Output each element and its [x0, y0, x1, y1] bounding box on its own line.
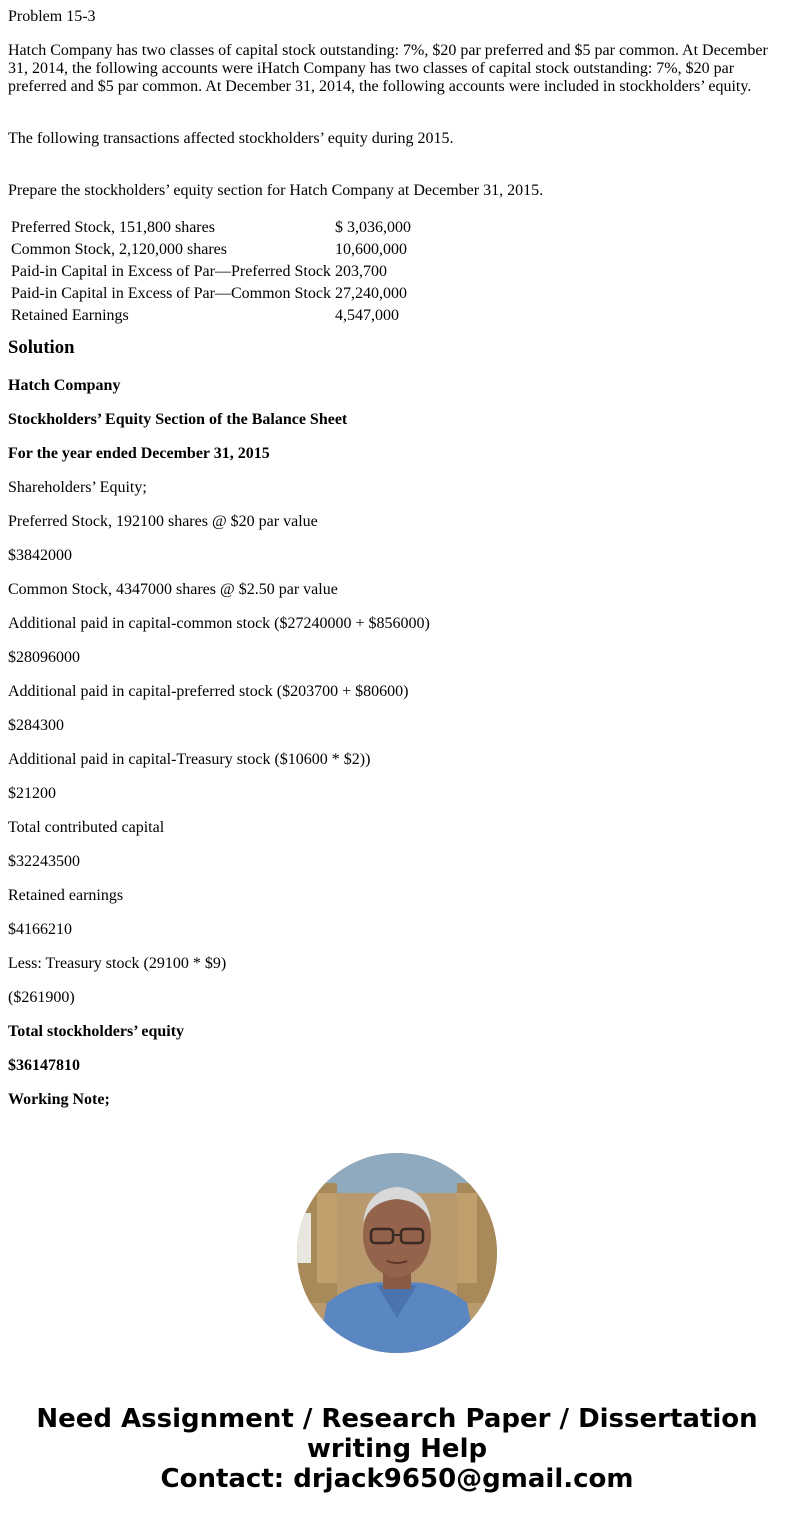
solution-line: $3842000: [8, 547, 72, 564]
solution-line: Preferred Stock, 192100 shares @ $20 par value: [8, 513, 318, 530]
table-row: [10, 284, 412, 304]
promo-line: Need Assignment / Research Paper / Dissertation: [36, 1404, 758, 1434]
account-value: $ 3,036,000: [334, 219, 411, 236]
solution-line: $4166210: [8, 921, 72, 938]
prepare-text: Prepare the stockholders’ equity section for Hatch Company at December 31, 2015.: [8, 182, 544, 199]
solution-line: Retained earnings: [8, 887, 124, 904]
solution-line: Total contributed capital: [8, 819, 165, 836]
promo-line: writing Help: [306, 1434, 488, 1464]
promo-banner: [0, 1404, 794, 1494]
solution-line: ($261900): [8, 989, 75, 1006]
account-value: 10,600,000: [334, 241, 407, 258]
account-label: Preferred Stock, 151,800 shares: [11, 219, 215, 236]
transactions-text: The following transactions affected stockholders’ equity during 2015.: [8, 130, 454, 147]
working-note-heading: Working Note;: [8, 1091, 110, 1108]
account-label: Paid-in Capital in Excess of Par—Common Stock: [11, 285, 331, 302]
total-equity-label: Total stockholders’ equity: [8, 1023, 185, 1040]
account-label: Retained Earnings: [11, 307, 129, 324]
account-value: 4,547,000: [334, 307, 399, 324]
problem-title: Problem 15-3: [8, 8, 96, 25]
account-value: 203,700: [334, 263, 387, 280]
author-avatar: [297, 1153, 497, 1353]
solution-line: Common Stock, 4347000 shares @ $2.50 par value: [8, 581, 338, 598]
table-row: [10, 306, 412, 326]
solution-line: Additional paid in capital-Treasury stock ($10600 * $2)): [8, 751, 371, 768]
solution-statement-title: Stockholders’ Equity Section of the Balance Sheet: [8, 411, 348, 428]
solution-heading: Solution: [8, 337, 75, 358]
solution-period: For the year ended December 31, 2015: [8, 445, 270, 462]
accounts-table: [8, 216, 414, 328]
solution-line: $21200: [8, 785, 56, 802]
total-equity-value: $36147810: [8, 1057, 80, 1074]
table-row: [10, 240, 412, 260]
solution-line: Less: Treasury stock (29100 * $9): [8, 955, 227, 972]
problem-intro: Hatch Company has two classes of capital stock outstanding: 7%, $20 par preferred and $5 par common. At December 31, 2014, the following accounts were iHatch Company has two classes of capital stock outstanding: 7%, $20 par preferred and $5 par common. At December 31, 2014, the following accounts were included in stockholders’ equity.: [8, 42, 768, 95]
table-row: [10, 218, 412, 238]
contact-email: Contact: drjack9650@gmail.com: [160, 1464, 634, 1494]
account-label: Common Stock, 2,120,000 shares: [11, 241, 227, 258]
table-row: [10, 262, 412, 282]
account-value: 27,240,000: [334, 285, 407, 302]
solution-line: $284300: [8, 717, 64, 734]
solution-line: $32243500: [8, 853, 80, 870]
author-portrait-image: [297, 1153, 497, 1353]
solution-line: Additional paid in capital-common stock ($27240000 + $856000): [8, 615, 430, 632]
account-label: Paid-in Capital in Excess of Par—Preferred Stock: [11, 263, 331, 280]
solution-line: Shareholders’ Equity;: [8, 479, 147, 496]
solution-company: Hatch Company: [8, 377, 121, 394]
solution-line: Additional paid in capital-preferred stock ($203700 + $80600): [8, 683, 409, 700]
solution-line: $28096000: [8, 649, 80, 666]
